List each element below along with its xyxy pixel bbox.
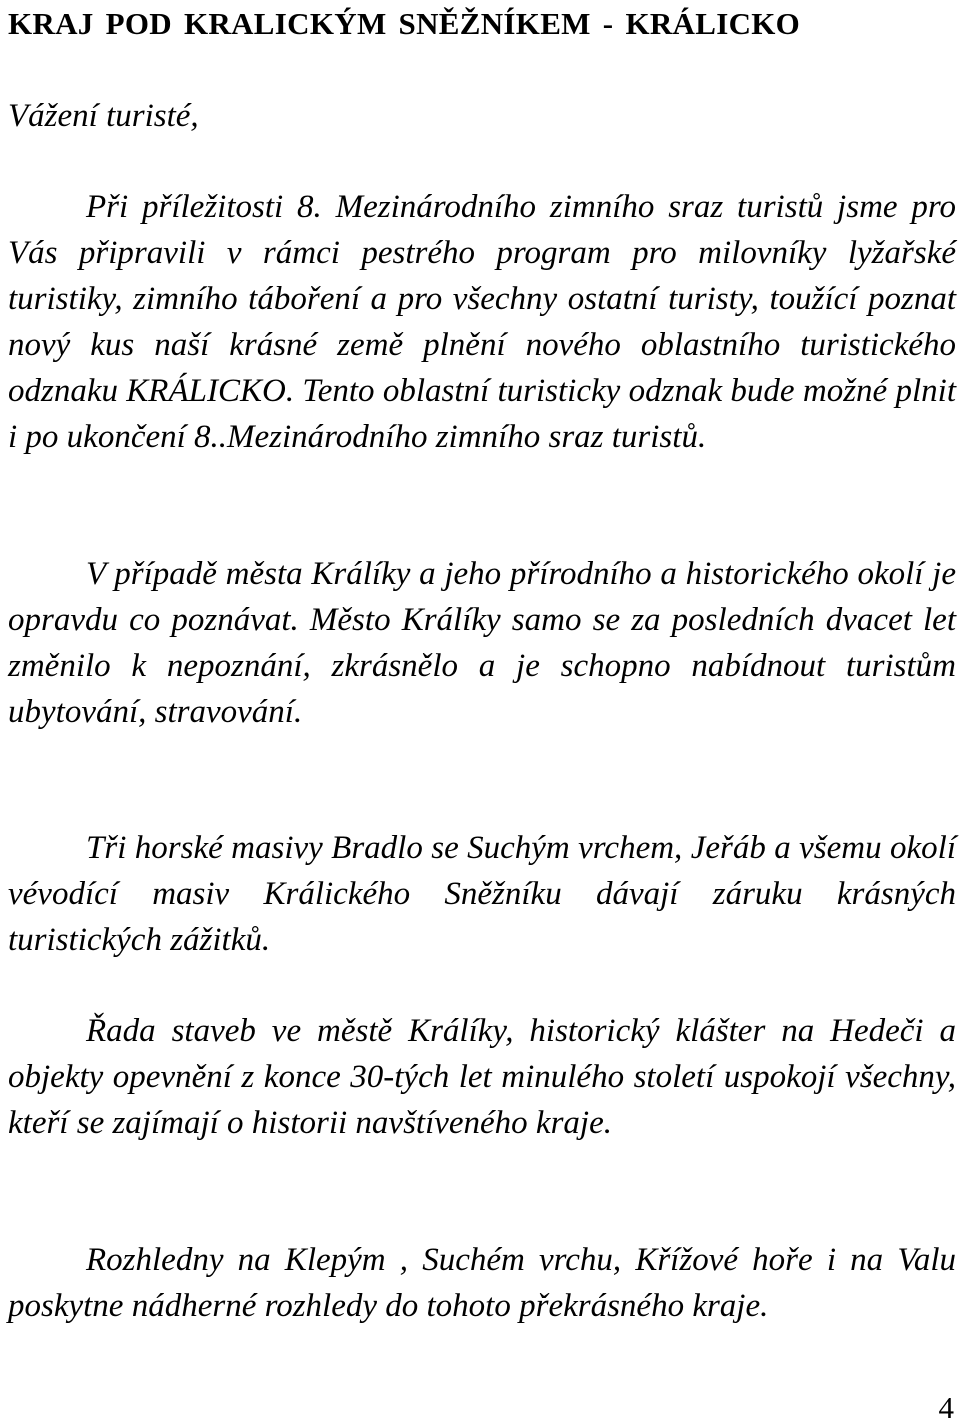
page-number: 4: [938, 1390, 954, 1425]
document-title: KRAJ POD KRALICKÝM SNĚŽNÍKEM - KRÁLICKO: [8, 6, 801, 41]
paragraph-mountains: Tři horské masivy Bradlo se Suchým vrchem, Jeřáb a všemu okolí vévodící masiv Králického Sněžníku dávají záruku krásných turistických zážitků.: [8, 830, 956, 958]
greeting: Vážení turisté,: [8, 98, 199, 134]
paragraph-intro: Při příležitosti 8. Mezinárodního zimního sraz turistů jsme pro Vás připravili v rámci pestrého program pro milovníky lyžařské turistiky, zimního táboření a pro všechny ostatní turisty, toužící poznat nový kus naší krásné země plnění nového oblastního turistického odznaku KRÁLICKO. Tento oblastní turisticky odznak bude možné plnit i po ukončení 8..Mezinárodního zimního sraz turistů.: [8, 189, 956, 455]
paragraph-history: Řada staveb ve městě Králíky, historický klášter na Hedeči a objekty opevnění z konce 30-tých let minulého století uspokojí všechny, kteří se zajímají o historii navštíveného kraje.: [8, 1013, 956, 1141]
paragraph-lookouts: Rozhledny na Klepým , Suchém vrchu, Křížové hoře i na Valu poskytne nádherné rozhledy do tohoto překrásného kraje.: [8, 1242, 956, 1324]
paragraph-town: V případě města Králíky a jeho přírodního a historického okolí je opravdu co poznávat. Město Králíky samo se za posledních dvacet let změnilo k nepoznání, zkrásnělo a je schopno nabídnout turistům ubytování, stravování.: [8, 556, 956, 730]
